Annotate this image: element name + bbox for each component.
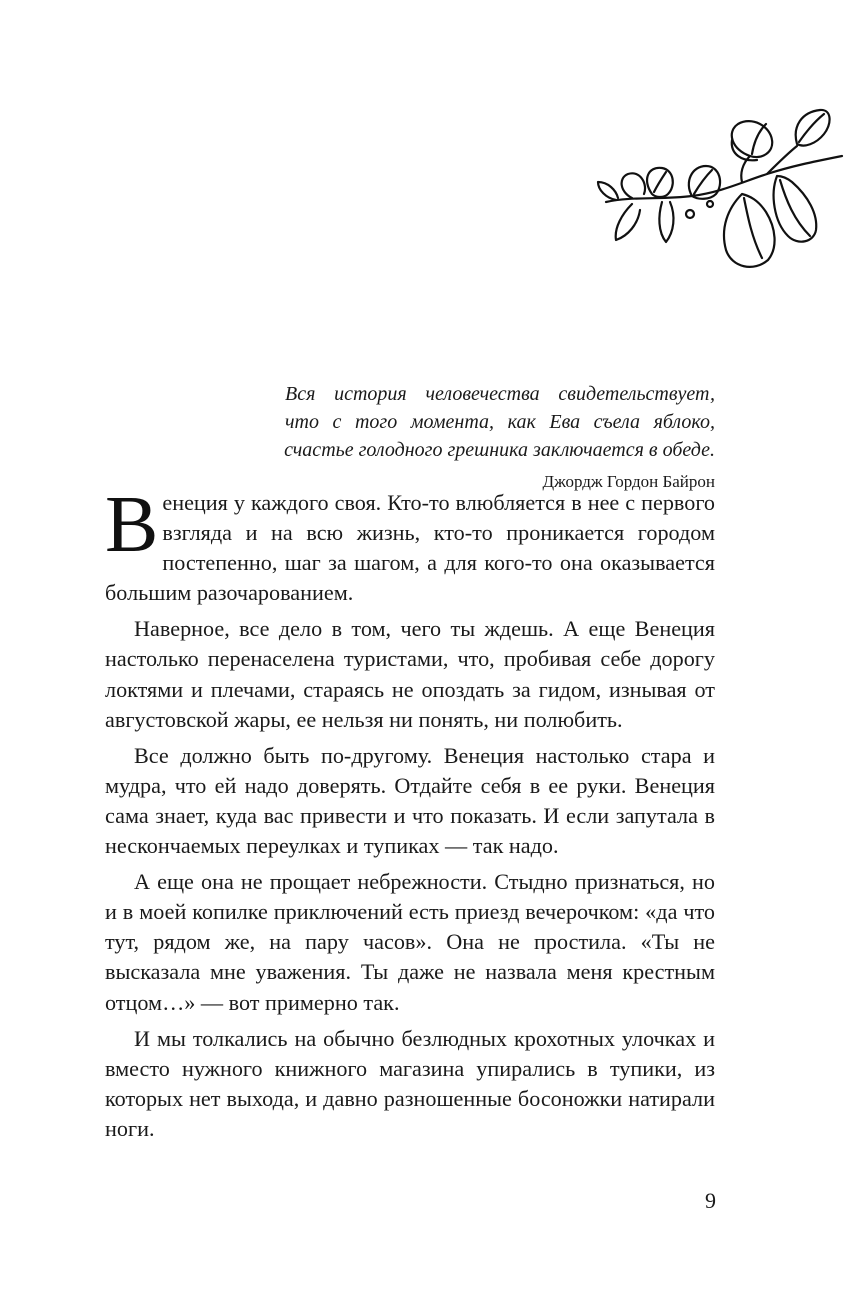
epigraph — [155, 380, 715, 494]
epigraph-line: счастье голодного грешника заключается в обеде. — [284, 439, 715, 461]
page-number: 9 — [705, 1188, 716, 1213]
epigraph-line: Вся история человечества свидетельствует, — [285, 383, 715, 405]
leaf-branch-illustration — [592, 104, 845, 276]
paragraph: И мы толкались на обычно безлюдных крохотных улочках и вместо нужного книжного магазина упирались в тупики, из которых нет выхода, и давно разношенные босоножки натирали ноги. — [105, 1025, 715, 1141]
epigraph-author: Джордж Гордон Байрон — [542, 472, 715, 491]
paragraph: Наверное, все дело в том, чего ты ждешь. А еще Венеция настолько перенаселена туристами, что, пробивая себе дорогу локтями и плечами, стараясь не опоздать за гидом, изнывая от августовской жары, ее нельзя ни понять, ни полюбить. — [105, 616, 715, 732]
paragraph: А еще она не прощает небрежности. Стыдно признаться, но и в моей копилке приключений есть приезд вечерочком: «да что тут, рядом же, на пару часов». Она не простила. «Ты не высказала мне уважения. Ты даже не назвала меня крестным отцом…» — вот примерно так. — [105, 869, 715, 1015]
drop-cap: В — [105, 481, 159, 569]
epigraph-line: что с того момента, как Ева съела яблоко, — [285, 411, 715, 433]
paragraph-text: енеция у каждого своя. Кто-то влюбляется в нее с первого взгляда и на всю жизнь, кто-то проникается городом постепенно, шаг за шагом, а для кого-то она оказывается большим разочарованием. — [105, 490, 715, 606]
paragraph: Все должно быть по-другому. Венеция настолько стара и мудра, что ей надо доверять. Отдайте себя в ее руки. Венеция сама знает, куда вас привести и что показать. И если запутала в нескончаемых переулках и тупиках — так надо. — [105, 742, 715, 859]
